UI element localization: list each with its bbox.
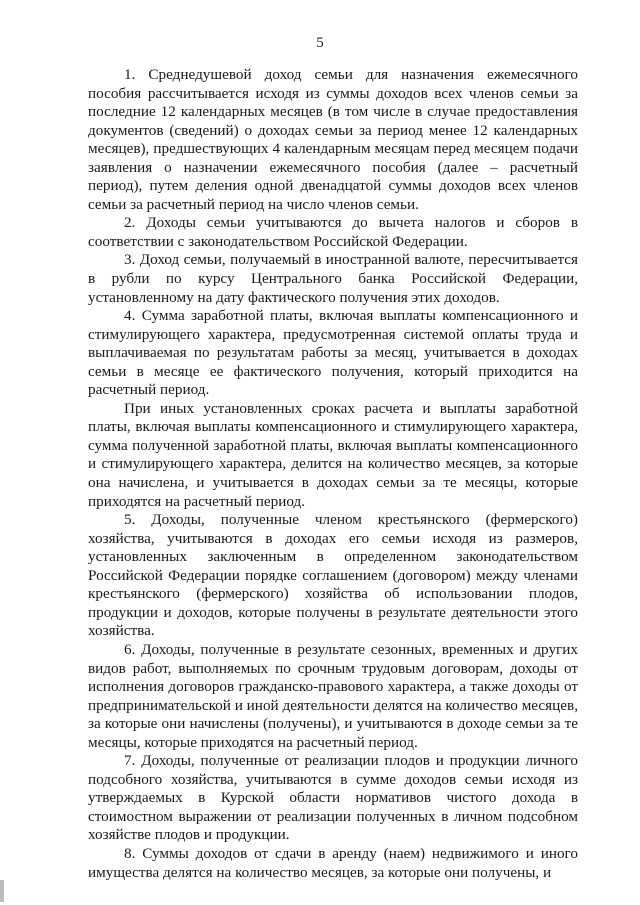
scan-edge-mark — [0, 880, 4, 902]
paragraph-5: 5. Доходы, полученные членом крестьянского (фермерского) хозяйства, учитываются в доходах его семьи исходя из размеров, установленных заключенным в определенном законодательством Российской Федерации порядке соглашением (договором) между членами крестьянского (фермерского) хозяйства об использовании плодов, продукции и доходов, которые получены в результате деятельности этого хозяйства. — [88, 511, 578, 640]
paragraph-7: 7. Доходы, полученные от реализации плодов и продукции личного подсобного хозяйства, учитываются в сумме доходов семьи исходя из утверждаемых в Курской области нормативов чистого дохода в стоимостном выражении от реализации полученных в личном подсобном хозяйстве плодов и продукции. — [88, 752, 578, 844]
paragraph-3: 3. Доход семьи, получаемый в иностранной валюте, пересчитывается в рубли по курсу Центрального банка Российской Федерации, установленному на дату фактического получения этих доходов. — [88, 251, 578, 306]
paragraph-4-continued: При иных установленных сроках расчета и выплаты заработной платы, включая выплаты компенсационного и стимулирующего характера, сумма полученной заработной платы, включая выплаты компенсационного и стимулирующего характера, делится на количество месяцев, за которые она начислена, и учитывается в доходах семьи за те месяцы, которые приходятся на расчетный период. — [88, 399, 578, 510]
paragraph-1: 1. Среднедушевой доход семьи для назначения ежемесячного пособия рассчитывается исходя из суммы доходов всех членов семьи за последние 12 календарных месяцев (в том числе в случае предоставления документов (сведений) о доходах семьи за период менее 12 календарных месяцев), предшествующих 4 календарным месяцам перед месяцем подачи заявления о назначении ежемесячного пособия (далее – расчетный период), путем деления одной двенадцатой суммы доходов всех членов семьи за расчетный период на число членов семьи. — [88, 66, 578, 213]
paragraph-2: 2. Доходы семьи учитываются до вычета налогов и сборов в соответствии с законодательством Российской Федерации. — [88, 214, 578, 250]
document-body — [88, 66, 578, 882]
page-number: 5 — [316, 35, 324, 51]
paragraph-6: 6. Доходы, полученные в результате сезонных, временных и других видов работ, выполняемых по срочным трудовым договорам, доходы от исполнения договоров гражданско-правового характера, а также доходы от предпринимательской и иной деятельности делятся на количество месяцев, за которые они начислены (получены), и учитываются в доходе семьи за те месяцы, которые приходятся на расчетный период. — [88, 640, 578, 751]
paragraph-8: 8. Суммы доходов от сдачи в аренду (наем) недвижимого и иного имущества делятся на количество месяцев, за которые они получены, и — [88, 844, 578, 881]
paragraph-4: 4. Сумма заработной платы, включая выплаты компенсационного и стимулирующего характера, предусмотренная системой оплаты труда и выплачиваемая по результатам работы за месяц, учитывается в доходах семьи в месяце ее фактического получения, который приходится на расчетный период. — [88, 307, 578, 399]
